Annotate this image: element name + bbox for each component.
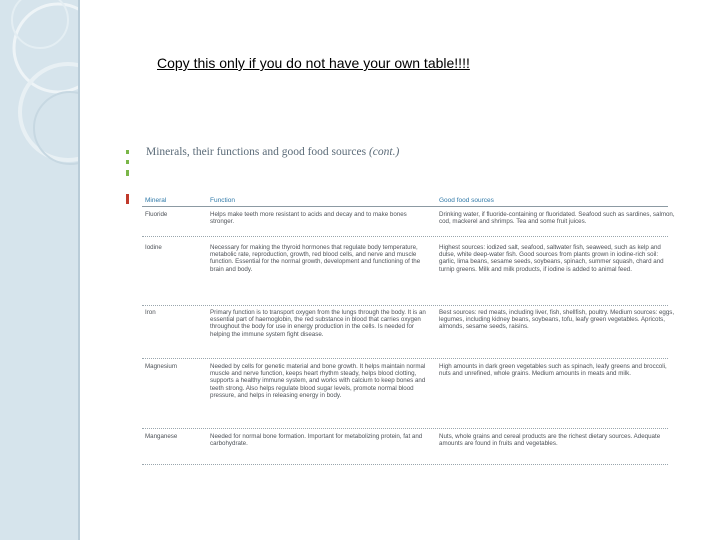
minerals-table-image xyxy=(124,132,675,470)
copy-instruction-caption: Copy this only if you do not have your own table!!!! xyxy=(157,55,470,71)
function-cell: Needed for normal bone formation. Important for metabolizing protein, fat and carbohydrate. xyxy=(210,433,423,448)
function-cell: Necessary for making the thyroid hormones that regulate body temperature, metabolic rate, reproduction, growth, red blood cells, and nerve and muscle function. Essential for the normal growth, development and functioning of the brain and body. xyxy=(210,244,421,273)
mineral-cell: Iron xyxy=(145,309,156,316)
table-title-suffix: (cont.) xyxy=(368,146,400,158)
function-cell: Needed by cells for genetic material and bone growth. It helps maintain normal muscle and nerve function, keeps heart rhythm steady, helps blood clotting, supports a healthy immune system, and works with calcium to keep bones and teeth strong. Also helps regulate blood sugar levels, promote normal blood pressure, and helps in releasing energy in body. xyxy=(210,363,426,399)
function-cell: Helps make teeth more resistant to acids and decay and to make bones stronger. xyxy=(210,211,407,226)
mineral-cell: Manganese xyxy=(145,433,178,440)
table-row xyxy=(142,360,668,429)
sources-cell: Nuts, whole grains and cereal products are the richest dietary sources. Adequate amounts are found in fruits and vegetables. xyxy=(439,433,661,448)
header-function: Function xyxy=(210,197,235,204)
sources-cell: Drinking water, if fluoride-containing or fluoridated. Seafood such as sardines, salmon, cod, mackerel and shrimps. Tea and some fruit juices. xyxy=(439,211,675,226)
mineral-cell: Fluoride xyxy=(145,211,168,218)
green-marker xyxy=(126,150,129,154)
header-rule xyxy=(142,206,668,207)
table-title xyxy=(146,146,399,158)
table-row xyxy=(142,208,675,237)
function-cell: Primary function is to transport oxygen from the lungs through the body. It is an essential part of haemoglobin, the red substance in blood that carries oxygen throughout the body for use in energy production in the cells. Is needed for helping the immune system fight disease. xyxy=(210,309,426,338)
green-marker xyxy=(126,160,129,164)
table-row xyxy=(142,430,668,465)
decorative-circles xyxy=(0,0,78,540)
header-sources: Good food sources xyxy=(439,197,494,204)
sources-cell: High amounts in dark green vegetables such as spinach, leafy greens and broccoli, nuts and unrefined, whole grains. Medium amounts in meats and milk. xyxy=(439,363,667,378)
table-row xyxy=(142,306,675,359)
red-marker xyxy=(126,194,129,204)
sources-cell: Highest sources: iodized salt, seafood, saltwater fish, seaweed, such as kelp and dulse, white deep-water fish. Good sources from plants grown in iodine-rich soil: garlic, lima beans, sesame seeds, soybeans, spinach, summer squash, chard and turnip greens. Milk and milk products, if iodine is added to animal feed. xyxy=(439,244,664,273)
sources-cell: Best sources: red meats, including liver, fish, shellfish, poultry. Medium sources: eggs, legumes, including kidney beans, soybeans, tofu, leafy green vegetables. Apricots, almonds, sesame seeds, raisins. xyxy=(439,309,675,331)
mineral-cell: Iodine xyxy=(145,244,162,251)
table-title-text: Minerals, their functions and good food sources xyxy=(146,146,367,158)
table-row xyxy=(142,241,668,306)
mineral-cell: Magnesium xyxy=(145,363,177,370)
green-marker xyxy=(126,170,129,176)
header-mineral: Mineral xyxy=(145,197,167,204)
decorative-sidebar xyxy=(0,0,80,540)
